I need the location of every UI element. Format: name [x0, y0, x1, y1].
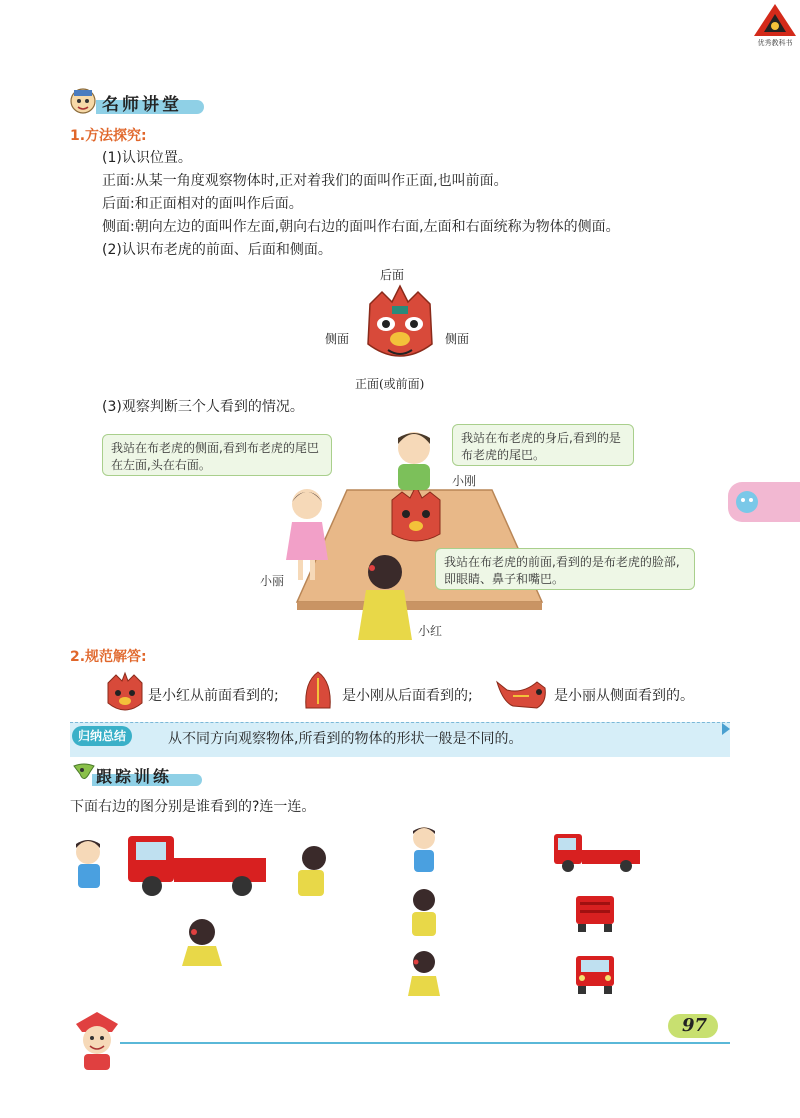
text-line-1: (1)认识位置。	[102, 150, 192, 166]
speech-bubble-right: 我站在布老虎的前面,看到的是布老虎的脸部,即眼睛、鼻子和嘴巴。	[435, 548, 695, 590]
text-line-5: (2)认识布老虎的前面、后面和侧面。	[102, 242, 332, 258]
text-line-6: (3)观察判断三个人看到的情况。	[102, 399, 304, 415]
summary-tag: 归纳总结	[72, 726, 132, 746]
practice-option-boy-front[interactable]	[404, 824, 444, 874]
logo-text: 优秀教科书	[757, 39, 793, 47]
cloth-tiger-front-image	[362, 284, 438, 368]
footer-line	[120, 1042, 730, 1044]
answer-tiger-back-image	[300, 668, 336, 714]
tiger-label-left: 侧面	[325, 332, 350, 346]
summary-arrow-icon	[722, 723, 730, 735]
publisher-logo	[752, 2, 798, 48]
logo-triangle-icon	[752, 2, 798, 38]
summary-text: 从不同方向观察物体,所看到的物体的形状一般是不同的。	[168, 731, 523, 747]
practice-option-truck-side[interactable]	[550, 830, 644, 874]
answer-tiger-side-image	[493, 672, 549, 716]
practice-left-scene	[66, 822, 350, 970]
text-line-3: 后面:和正面相对的面叫作后面。	[102, 196, 303, 212]
page-title: 名师讲堂	[102, 95, 182, 115]
name-label-xiaogang: 小刚	[452, 474, 477, 488]
speech-bubble-left: 我站在布老虎的侧面,看到布老虎的尾巴在左面,头在右面。	[102, 434, 332, 476]
page-number: 97	[682, 1015, 708, 1036]
section2-title: 2.规范解答:	[70, 649, 147, 665]
speech-bubble-top: 我站在布老虎的身后,看到的是布老虎的尾巴。	[452, 424, 634, 466]
text-line-2: 正面:从某一角度观察物体时,正对着我们的面叫作正面,也叫前面。	[102, 173, 508, 189]
answer-tiger-front-image	[104, 671, 146, 715]
name-label-xiaoli: 小丽	[260, 574, 285, 588]
text-line-4: 侧面:朝向左边的面叫作左面,朝向右边的面叫作右面,左面和右面统称为物体的侧面。	[102, 219, 620, 235]
header-teacher-icon	[68, 86, 98, 116]
tiger-label-right: 侧面	[445, 332, 470, 346]
practice-option-boy-side[interactable]	[404, 886, 446, 938]
practice-option-truck-front[interactable]	[572, 952, 618, 996]
tiger-label-back: 后面	[380, 268, 405, 282]
practice-instruction: 下面右边的图分别是谁看到的?连一连。	[70, 799, 316, 815]
section1-title: 1.方法探究:	[70, 128, 147, 144]
footer-mascot-icon	[62, 1010, 132, 1072]
answer-text-1: 是小红从前面看到的;	[148, 688, 279, 704]
side-tab-icon	[733, 488, 761, 516]
answer-text-3: 是小丽从侧面看到的。	[554, 688, 694, 704]
practice-option-girl[interactable]	[404, 948, 446, 998]
tiger-label-front: 正面(或前面)	[355, 377, 425, 391]
answer-text-2: 是小刚从后面看到的;	[342, 688, 473, 704]
practice-option-truck-back[interactable]	[572, 890, 618, 934]
practice-title: 跟踪训练	[96, 767, 173, 786]
name-label-xiaohong: 小红	[418, 624, 443, 638]
